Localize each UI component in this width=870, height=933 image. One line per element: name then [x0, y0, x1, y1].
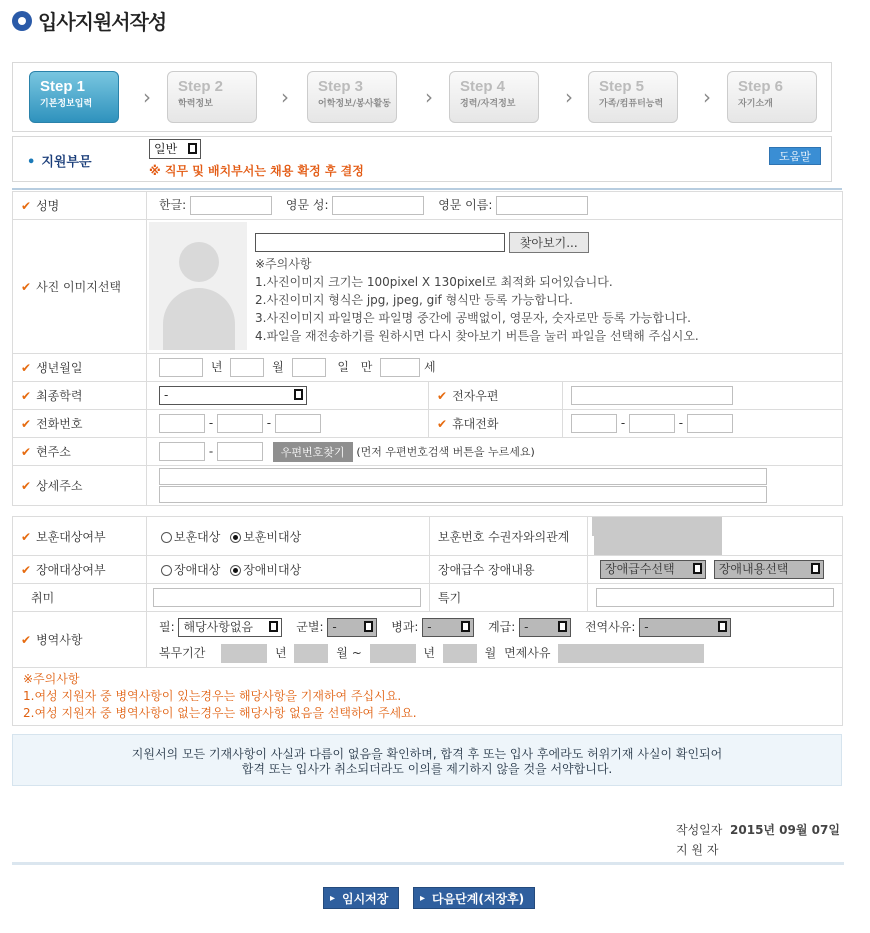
check-icon: ✔: [21, 479, 32, 493]
next-step-button[interactable]: ▸ 다음단계(저장후): [413, 887, 535, 909]
hobby-label: 취미: [13, 584, 147, 612]
special-input[interactable]: [596, 588, 834, 607]
service-end-month-input[interactable]: [443, 644, 477, 663]
step-navigator: [12, 62, 832, 132]
veteran-no-radio[interactable]: [230, 532, 241, 543]
chevron-right-icon: ›: [565, 85, 573, 109]
disability-content-select[interactable]: 장애내용선택: [714, 560, 824, 579]
step-2[interactable]: Step 2 학력정보: [167, 71, 257, 123]
dropdown-icon: [188, 143, 197, 154]
name-english-last-input[interactable]: [332, 196, 424, 215]
department-warning: ※ 직무 및 배치부서는 채용 확정 후 결정: [149, 164, 364, 178]
photo-label: ✔ 사진 이미지선택: [13, 220, 147, 354]
education-label: ✔ 최종학력: [13, 382, 147, 410]
check-icon: ✔: [437, 417, 448, 431]
veteran-yes-radio[interactable]: [161, 532, 172, 543]
military-branch-select[interactable]: -: [327, 618, 377, 637]
chevron-right-icon: ›: [703, 85, 711, 109]
detail-address-label: ✔ 상세주소: [13, 466, 147, 506]
check-icon: ✔: [21, 361, 32, 375]
chevron-right-icon: ›: [143, 85, 151, 109]
help-button[interactable]: 도움말: [769, 147, 821, 165]
department-label: • 지원부문: [27, 151, 92, 170]
step-6[interactable]: Step 6 자기소개: [727, 71, 817, 123]
zipcode-input-2[interactable]: [217, 442, 263, 461]
oath-statement: 지원서의 모든 기재사항이 사실과 다름이 없음을 확인하며, 합격 후 또는 입사 후에라도 허위기재 사실이 확인되어 합격 또는 입사가 취소되더라도 이의를 제기하지 않을 것을 서약합니다.: [12, 734, 842, 786]
mobile-input-3[interactable]: [687, 414, 733, 433]
service-start-year-input[interactable]: [221, 644, 267, 663]
military-status-select[interactable]: 해당사항없음: [178, 618, 282, 637]
zipcode-input-1[interactable]: [159, 442, 205, 461]
mobile-input-2[interactable]: [629, 414, 675, 433]
education-select[interactable]: -: [159, 386, 307, 405]
dropdown-icon: [693, 563, 702, 574]
dropdown-icon: [718, 621, 727, 632]
address-label: ✔ 현주소: [13, 438, 147, 466]
service-start-month-input[interactable]: [294, 644, 328, 663]
disability-yes-radio[interactable]: [161, 565, 172, 576]
name-label: ✔ 성명: [13, 192, 147, 220]
phone-input-2[interactable]: [217, 414, 263, 433]
zipcode-search-button[interactable]: 우편번호찾기: [273, 442, 353, 462]
veteran-relation-label: 보훈번호 수권자와의관계: [430, 517, 588, 556]
veteran-relation-input[interactable]: [594, 536, 722, 555]
email-input[interactable]: [571, 386, 733, 405]
phone-input-1[interactable]: [159, 414, 205, 433]
chevron-right-icon: ›: [281, 85, 289, 109]
check-icon: ✔: [437, 389, 448, 403]
bullet-icon: [12, 11, 32, 31]
birth-label: ✔ 생년월일: [13, 354, 147, 382]
disability-no-radio[interactable]: [230, 565, 241, 576]
age-input[interactable]: [380, 358, 420, 377]
check-icon: ✔: [21, 417, 32, 431]
department-section: [12, 136, 832, 182]
basic-info-table: ✔ 성명 한글: 영문 성: 영문 이름: ✔ 사진 이미지선택 찾아보기... ※주의사항 1.사진이미지 크기는 100pixel X 130pixel로 최적화 되어있습니다. 2.사진이미지 형식은 jpg, jpeg, gif 형식만 등록 가능합니다. 3.사진이미지 파일명은 파일명 중간에 공백없이, 영문자, 숫자로만 등록 가능합니다. 4.파일을 재전송하기를 원하시면 다시 찾아보기 버튼을 눌러 파일을 선택해 주십시오. ✔ 생년월일 년 월 일 만 세 ✔ 최종학력 - ✔ 전자우편 ✔ 전화번호 - - ✔ 휴대전화 - - ✔ 현주소 - 우편번호찾기 (먼저 우편번호검색 버튼을 누르세요) ✔ 상세주소: [12, 191, 843, 506]
veteran-label: ✔ 보훈대상여부: [13, 517, 147, 556]
service-end-year-input[interactable]: [370, 644, 416, 663]
dropdown-icon: [558, 621, 567, 632]
chevron-right-icon: ›: [425, 85, 433, 109]
check-icon: ✔: [21, 199, 32, 213]
disability-label: ✔ 장애대상여부: [13, 556, 147, 584]
phone-label: ✔ 전화번호: [13, 410, 147, 438]
name-korean-input[interactable]: [190, 196, 272, 215]
step-4[interactable]: Step 4 경력/자격정보: [449, 71, 539, 123]
step-5[interactable]: Step 5 가족/컴퓨터능력: [588, 71, 678, 123]
page-title: 입사지원서작성: [12, 6, 166, 35]
department-select[interactable]: 일반: [149, 139, 201, 159]
dropdown-icon: [811, 563, 820, 574]
veteran-number-input[interactable]: [592, 517, 722, 536]
signature-area: 작성일자 2015년 09월 07일 지 원 자: [676, 823, 840, 857]
check-icon: ✔: [21, 529, 32, 544]
military-notes: ※주의사항 1.여성 지원자 중 병역사항이 있는경우는 해당사항을 기재하여 주십시요. 2.여성 지원자 중 병역사항이 없는경우는 해당사항 없음을 선택하여 주세요.: [13, 668, 843, 726]
mobile-input-1[interactable]: [571, 414, 617, 433]
name-english-first-input[interactable]: [496, 196, 588, 215]
birth-year-input[interactable]: [159, 358, 203, 377]
phone-input-3[interactable]: [275, 414, 321, 433]
check-icon: ✔: [21, 563, 32, 577]
check-icon: ✔: [21, 445, 32, 459]
address-line-1-input[interactable]: [159, 468, 767, 485]
check-icon: ✔: [21, 280, 32, 294]
disability-grade-label: 장애급수 장애내용: [430, 556, 588, 584]
photo-file-input[interactable]: [255, 233, 505, 252]
hobby-input[interactable]: [153, 588, 421, 607]
step-3[interactable]: Step 3 어학정보/봉사활동: [307, 71, 397, 123]
dropdown-icon: [461, 621, 470, 632]
dropdown-icon: [364, 621, 373, 632]
disability-grade-select[interactable]: 장애급수선택: [600, 560, 706, 579]
step-1[interactable]: Step 1 기본정보입력: [29, 71, 119, 123]
additional-info-table: ✔ 보훈대상여부 보훈대상 보훈비대상 보훈번호 수권자와의관계 ✔ 장애대상여부 장애대상 장애비대상 장애급수 장애내용 장애급수선택 장애내용선택 취미 특기 ✔ 병역사항 필: 해당사항없음 군별: - 병과: - 계급: - 전역사유: - 복무기간 년 월 ~ 년 월 면제사유 ※주의사항 1.여성 지원자 중 병역사항이 있는경우는 해당사항을 기재하여 주십시요. 2.여성 지원자 중 병역사항이 없는경우는 해당사항 없음을 선택하여 주세요.: [12, 516, 843, 726]
divider: [12, 188, 842, 190]
save-draft-button[interactable]: ▸ 임시저장: [323, 887, 399, 909]
military-label: ✔ 병역사항: [13, 612, 147, 668]
photo-placeholder-image: [149, 222, 247, 350]
birth-day-input[interactable]: [292, 358, 326, 377]
email-label: ✔ 전자우편: [429, 382, 563, 410]
exemption-reason-input[interactable]: [558, 644, 704, 663]
check-icon: ✔: [21, 389, 32, 403]
divider: [12, 862, 844, 865]
zipcode-hint: (먼저 우편번호검색 버튼을 누르세요): [356, 445, 535, 458]
browse-button[interactable]: 찾아보기...: [509, 232, 589, 253]
birth-month-input[interactable]: [230, 358, 264, 377]
military-discharge-select[interactable]: -: [639, 618, 731, 637]
address-line-2-input[interactable]: [159, 486, 767, 503]
military-rank-select[interactable]: -: [519, 618, 571, 637]
check-icon: ✔: [21, 633, 32, 647]
mobile-label: ✔ 휴대전화: [429, 410, 563, 438]
dropdown-icon: [294, 389, 303, 400]
special-label: 특기: [430, 584, 588, 612]
dropdown-icon: [269, 621, 278, 632]
military-type-select[interactable]: -: [422, 618, 474, 637]
photo-notes: ※주의사항 1.사진이미지 크기는 100pixel X 130pixel로 최적화 되어있습니다. 2.사진이미지 형식은 jpg, jpeg, gif 형식만 등록 가능합니다. 3.사진이미지 파일명은 파일명 중간에 공백없이, 영문자, 숫자로만 등록 가능합니다. 4.파일을 재전송하기를 원하시면 다시 찾아보기 버튼을 눌러 파일을 선택해 주십시오.: [255, 257, 699, 343]
